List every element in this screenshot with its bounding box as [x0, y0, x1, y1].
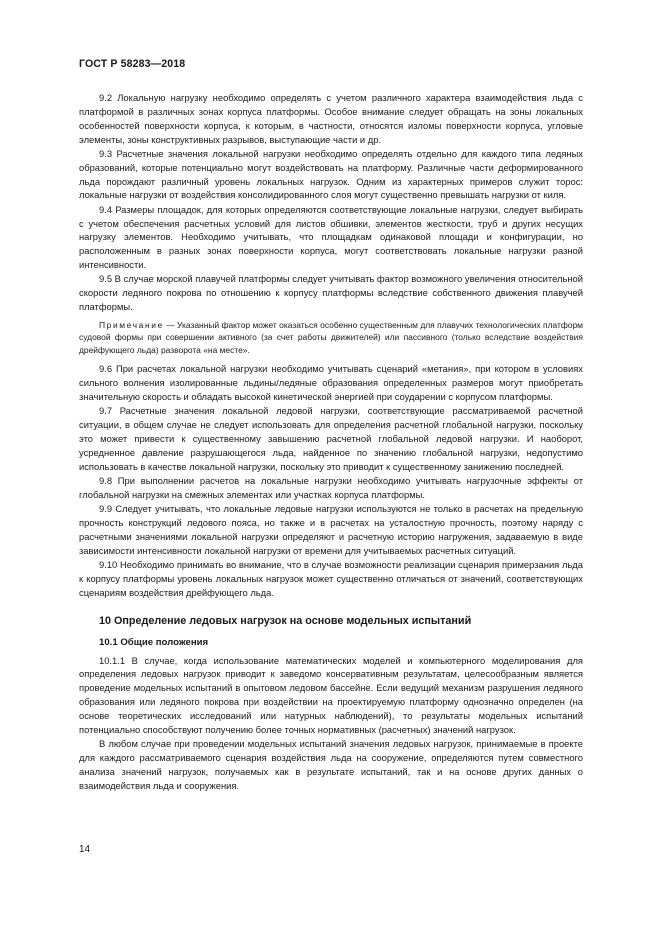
- subsection-10-1-title: 10.1 Общие положения: [99, 636, 209, 648]
- note: [79, 319, 583, 356]
- document-body: [79, 91, 583, 793]
- paragraph-9-7: 9.7 Расчетные значения локальной ледовой нагрузки, соответствующие рассматриваемой расчетной ситуации, в общем случае не следует использовать для определения расчетной глобальной нагрузки, поскольку это может привести к существенному завышению расчетной глобальной ледовой нагрузки. И наоборот, усредненное давление разрушающегося льда, найденное по значению глобальной нагрузки, недопустимо использовать в качестве локальной нагрузки, поскольку это приводит к существенному занижению последней.: [79, 405, 583, 472]
- paragraph-10-1-1: 10.1.1 В случае, когда использование математических моделей и компьютерного моделирования для определения ледовых нагрузок приводит к заведомо консервативным результатам, целесообразным является проведение модельных испытаний в опытовом ледовом бассейне. Если ведущий механизм разрушения ледяного образования или ледяного покрова при воздействии на проектируемую платформу однозначно определен (на основе теоретических исследований или натурных наблюдений), то результаты модельных испытаний потенциально способствуют получению более точных нормативных (расчетных) значений нагрузок.: [79, 654, 583, 735]
- paragraph-10-1-1-continued: В любом случае при проведении модельных испытаний значения ледовых нагрузок, принимаемые в проекте для каждого рассматриваемого сценария воздействия льда на сооружение, определяются путем совместного анализа значений нагрузок, получаемых как в результате испытаний, так и на основе других данных о взаимодействия льда и сооружения.: [79, 738, 583, 791]
- paragraph-9-5: 9.5 В случае морской плавучей платформы следует учитывать фактор возможного увеличения относительной скорости ледяного покрова по отношению к корпусу платформы вследствие собственного движения плавучей платформы.: [79, 273, 583, 313]
- page-number: 14: [79, 844, 91, 855]
- note-text: — Указанный фактор может оказаться особенно существенным для плавучих технологических платформ судовой формы при совершении активного (за счет работы движителей) или пассивного (только вследствие воздействия дрейфующего льда) разворота «на месте».: [79, 320, 583, 355]
- paragraph-9-9: 9.9 Следует учитывать, что локальные ледовые нагрузки используются не только в расчетах на предельную прочность конструкций ледового пояса, но также и в расчетах на усталостную прочность, поэтому наряду с расчетными значениями локальной нагрузки определяют и расчетную историю нагружения, задаваемую в виде зависимости интенсивности локальной нагрузки от времени для учитываемых расчетных ситуаций.: [79, 503, 583, 556]
- section-10-title: 10 Определение ледовых нагрузок на основе модельных испытаний: [99, 614, 472, 627]
- document-header: ГОСТ Р 58283—2018: [79, 58, 186, 70]
- paragraph-9-10: 9.10 Необходимо принимать во внимание, что в случае возможности реализации сценария примерзания льда к корпусу платформы уровень локальных нагрузок может существенно отличаться от значений, соответствующих сценариям воздействия дрейфующего льда.: [79, 559, 583, 598]
- paragraph-9-6: 9.6 При расчетах локальной нагрузки необходимо учитывать сценарий «метания», при котором в условиях сильного волнения изолированные льдины/ледяные образования определенных размеров могут приобретать значительную скорость и обладать высокой кинетической энергией при соударении с корпусом платформы.: [79, 363, 583, 402]
- paragraph-9-2: 9.2 Локальную нагрузку необходимо определять с учетом различного характера взаимодействия льда с платформой в различных зонах корпуса платформы. Особое внимание следует обращать на зоны локальных особенностей поверхности корпуса, к которым, в частности, относятся изломы поверхности корпуса, угловые элементы, зоны конструктивных разрывов, выступающие части и др.: [79, 92, 583, 145]
- paragraph-9-4: 9.4 Размеры площадок, для которых определяются соответствующие локальные нагрузки, следует выбирать с учетом обеспечения расчетных условий для листов обшивки, элементов жесткости, труб и других несущих нагрузку элементов. Необходимо учитывать, что площадкам одинаковой площади и конфигурации, но расположенным в разных зонах поверхности корпуса, могут соответствовать локальные нагрузки разной интенсивности.: [79, 203, 583, 271]
- note-label: Примечание: [99, 320, 164, 330]
- paragraph-9-8: 9.8 При выполнении расчетов на локальные нагрузки необходимо учитывать нагрузочные эффекты от глобальной нагрузки на смежных элементах или участках корпуса платформы.: [79, 474, 583, 500]
- paragraph-9-3: 9.3 Расчетные значения локальной нагрузки необходимо определять отдельно для каждого типа ледяных образований, которые потенциально могут воздействовать на платформу. Различные части деформированного льда порождают различный уровень локальных нагрузок. Одним из характерных примеров служит торос: локальные нагрузки от воздействия консолидированного слоя могут существенно превышать нагрузки от киля.: [79, 147, 583, 201]
